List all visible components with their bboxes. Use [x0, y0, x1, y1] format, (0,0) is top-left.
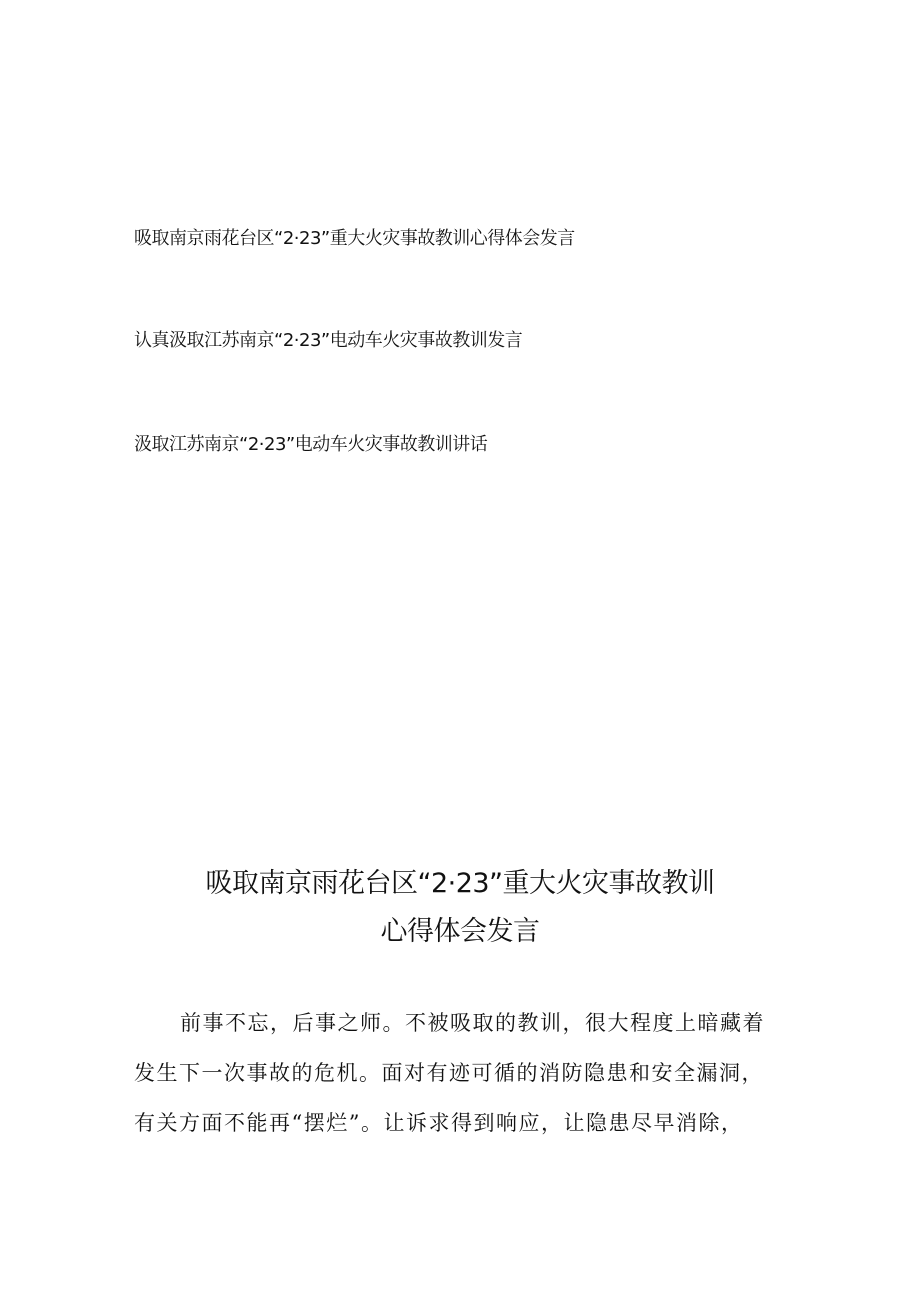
article-title: [0, 860, 920, 956]
title-line: 心得体会发言: [380, 916, 540, 947]
body-line: 前事不忘，后事之师。不被吸取的教训，很大程度上暗藏着: [180, 1011, 765, 1035]
body-line: 有关方面不能再“摆烂”。让诉求得到响应，让隐患尽早消除，: [134, 1111, 744, 1135]
title-line: 吸取南京雨花台区“2·23”重大火灾事故教训: [205, 868, 715, 899]
toc-item[interactable]: 认真汲取江苏南京“2·23”电动车火灾事故教训发言: [134, 330, 523, 351]
toc-item[interactable]: 吸取南京雨花台区“2·23”重大火灾事故教训心得体会发言: [134, 228, 575, 249]
body-line: 发生下一次事故的危机。面对有迹可循的消防隐患和安全漏洞，: [134, 1061, 764, 1085]
toc-item[interactable]: 汲取江苏南京“2·23”电动车火灾事故教训讲话: [134, 434, 488, 455]
article-body: [134, 998, 788, 1148]
